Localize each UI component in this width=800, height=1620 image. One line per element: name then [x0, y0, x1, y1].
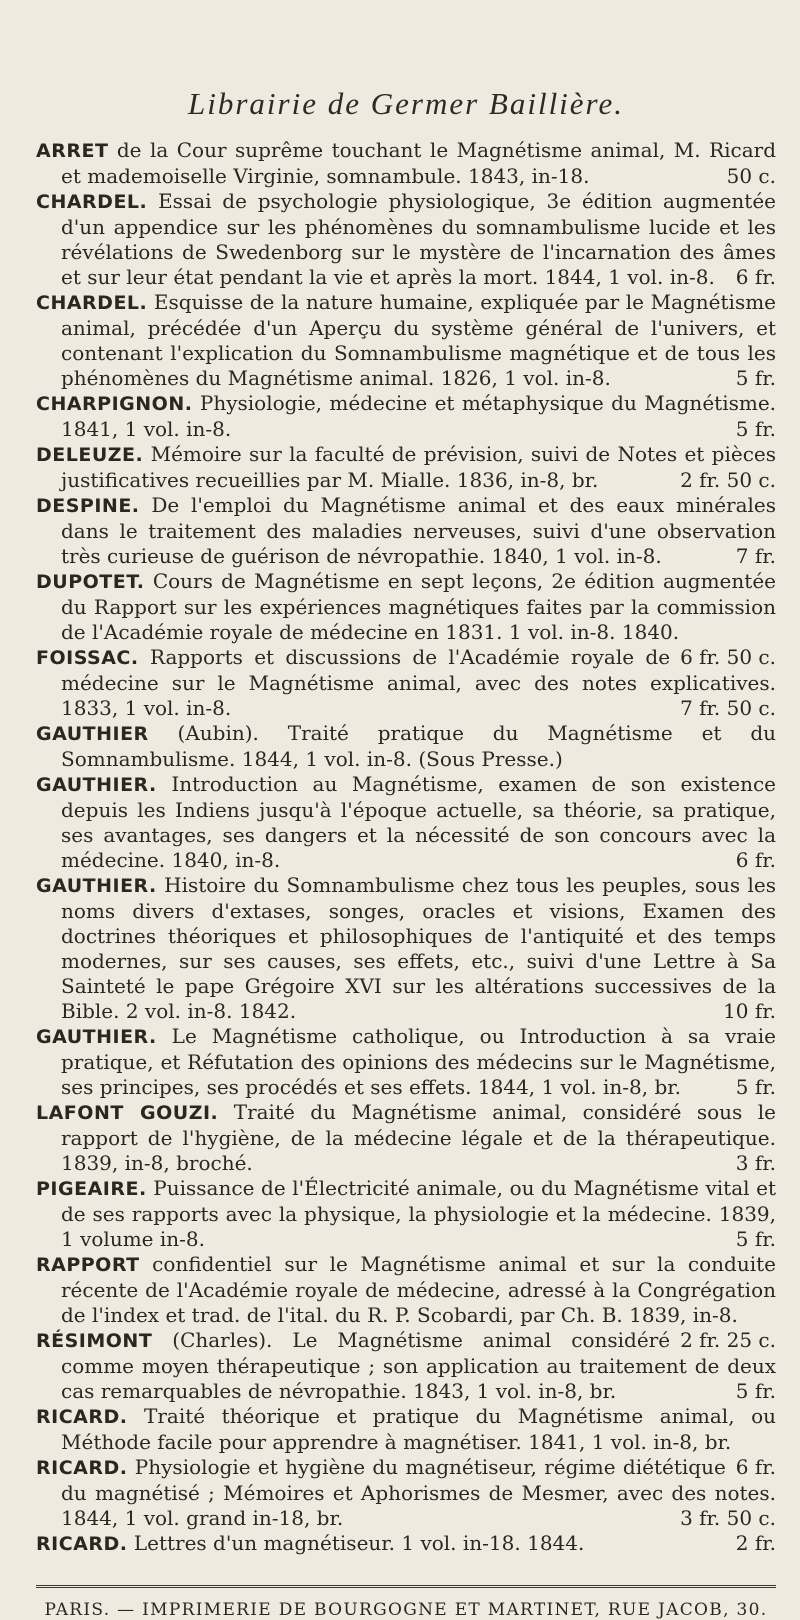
entry-author: RICARD. — [36, 1457, 128, 1479]
catalogue-entry — [36, 442, 776, 493]
catalogue-entry — [36, 493, 776, 569]
catalogue-entry — [36, 1328, 776, 1404]
entry-price: 2 fr. 50 c. — [680, 468, 776, 492]
catalogue-entry — [36, 1024, 776, 1100]
entry-description: Cours de Magnétisme en sept leçons, 2e édition augmentée du Rapport sur les expériences magnétiques faites par la commission de l'Académie royale de médecine en 1831. 1 vol. in-8. 1840. — [61, 569, 776, 644]
catalogue-entries — [36, 138, 776, 1557]
entry-description: (Charles). Le Magnétisme animal considéré comme moyen thérapeutique ; son application au traitement de deux cas remarquables de névropathie. 1843, 1 vol. in-8, br. — [61, 1328, 776, 1403]
catalogue-entry — [36, 873, 776, 1024]
entry-author: RÉSIMONT — [36, 1330, 153, 1352]
entry-price: 6 fr. — [735, 848, 776, 872]
entry-price: 6 fr. — [735, 265, 776, 289]
entry-description: confidentiel sur le Magnétisme animal et sur la conduite récente de l'Académie royale de médecine, adressé à la Congrégation de l'index et trad. de l'ital. du R. P. Scobardi, par Ch. B. 1839, in-8. — [61, 1252, 777, 1327]
entry-price: 2 fr. 25 c. — [680, 1328, 776, 1352]
entry-description: Essai de psychologie physiologique, 3e édition augmentée d'un appendice sur les phénomènes du somnambulisme lucide et les révélations de Swedenborg sur le mystère de l'incarnation des âmes et sur leur état pendant la vie et après la mort. 1844, 1 vol. in-8. — [61, 189, 776, 289]
entry-price: 7 fr. 50 c. — [680, 696, 776, 720]
catalogue-entry — [36, 1404, 776, 1479]
catalogue-entry — [36, 721, 776, 772]
catalogue-entry — [36, 138, 776, 189]
entry-author: LAFONT GOUZI. — [36, 1102, 219, 1124]
catalogue-entry — [36, 645, 776, 721]
entry-author: GAUTHIER. — [36, 1026, 157, 1048]
entry-author: RICARD. — [36, 1533, 128, 1555]
entry-description: Lettres d'un magnétiseur. 1 vol. in-18. 1844. — [133, 1531, 585, 1555]
catalogue-entry — [36, 772, 776, 873]
entry-description: Introduction au Magnétisme, examen de son existence depuis les Indiens jusqu'à l'époque actuelle, sa théorie, sa pratique, ses avantages, ses dangers et la nécessité de son concours avec la médecine. 1840, in-8. — [61, 772, 777, 872]
entry-author: ARRET — [36, 140, 109, 162]
entry-price: 5 fr. — [735, 417, 776, 441]
entry-description: Mémoire sur la faculté de prévision, suivi de Notes et pièces justificatives recueillies par M. Mialle. 1836, in-8, br. — [61, 442, 777, 492]
entry-author: DELEUZE. — [36, 444, 144, 466]
catalogue-entry — [36, 189, 776, 290]
entry-price: 50 c. — [726, 164, 776, 188]
entry-price: 7 fr. — [735, 544, 776, 568]
entry-price: 5 fr. — [735, 1227, 776, 1251]
catalogue-entry — [36, 290, 776, 391]
entry-description: Esquisse de la nature humaine, expliquée par le Magnétisme animal, précédée d'un Aperçu du système général de l'univers, et contenant l'explication du Somnambulisme magnétique et de tous les phénomènes du Magnétisme animal. 1826, 1 vol. in-8. — [61, 290, 777, 390]
entry-description: Physiologie et hygiène du magnétiseur, régime diététique du magnétisé ; Mémoires et Aphorismes de Mesmer, avec des notes. 1844, 1 vol. grand in-18, br. — [61, 1455, 776, 1530]
entry-description: Traité théorique et pratique du Magnétisme animal, ou Méthode facile pour apprendre à magnétiser. 1841, 1 vol. in-8, br. — [61, 1404, 776, 1454]
catalogue-page — [36, 86, 776, 1620]
entry-description: de la Cour suprême touchant le Magnétisme animal, M. Ricard et mademoiselle Virginie, somnambule. 1843, in-18. — [61, 138, 777, 188]
entry-author: FOISSAC. — [36, 647, 139, 669]
entry-description: Puissance de l'Électricité animale, ou du Magnétisme vital et de ses rapports avec la physique, la physiologie et la médecine. 1839, 1 volume in-8. — [61, 1176, 777, 1251]
entry-author: GAUTHIER — [36, 723, 149, 745]
entry-price: 10 fr. — [723, 999, 776, 1023]
entry-description: De l'emploi du Magnétisme animal et des eaux minérales dans le traitement des maladies nerveuses, suivi d'une observation très curieuse de guérison de névropathie. 1840, 1 vol. in-8. — [61, 493, 777, 568]
entry-price: 6 fr. 50 c. — [680, 645, 776, 669]
entry-price: 3 fr. 50 c. — [680, 1506, 776, 1530]
catalogue-entry — [36, 1531, 776, 1557]
entry-author: CHARDEL. — [36, 292, 148, 314]
printer-footer: PARIS. — IMPRIMERIE DE BOURGOGNE ET MARTINET, RUE JACOB, 30. — [44, 1600, 768, 1620]
entry-author: GAUTHIER. — [36, 875, 157, 897]
catalogue-entry — [36, 1455, 776, 1531]
entry-description: Histoire du Somnambulisme chez tous les peuples, sous les noms divers d'extases, songes, oracles et visions, Examen des doctrines théoriques et philosophiques de l'antiquité et des temps modernes, sur ses causes, ses effets, etc., suivi d'une Lettre à Sa Sainteté le pape Grégoire XVI sur les altérations successives de la Bible. 2 vol. in-8. 1842. — [61, 873, 777, 1023]
entry-author: RAPPORT — [36, 1254, 140, 1276]
entry-price: 5 fr. — [735, 1379, 776, 1403]
entry-author: GAUTHIER. — [36, 774, 157, 796]
entry-description: (Aubin). Traité pratique du Magnétisme et du Somnambulisme. 1844, 1 vol. in-8. (Sous Presse.) — [61, 721, 776, 771]
entry-author: PIGEAIRE. — [36, 1178, 147, 1200]
footer-rule — [36, 1585, 776, 1588]
catalogue-entry — [36, 391, 776, 442]
entry-author: DESPINE. — [36, 495, 140, 517]
entry-author: DUPOTET. — [36, 571, 145, 593]
entry-description: Physiologie, médecine et métaphysique du Magnétisme. 1841, 1 vol. in-8. — [61, 391, 777, 441]
entry-author: RICARD. — [36, 1406, 128, 1428]
entry-description: Traité du Magnétisme animal, considéré sous le rapport de l'hygiène, de la médecine légale et de la thérapeutique. 1839, in-8, broché. — [61, 1100, 777, 1175]
page-header: Librairie de Germer Baillière. — [188, 86, 624, 121]
entry-description: Le Magnétisme catholique, ou Introduction à sa vraie pratique, et Réfutation des opinions des médecins sur le Magnétisme, ses principes, ses procédés et ses effets. 1844, 1 vol. in-8, br. — [61, 1024, 776, 1099]
entry-price: 5 fr. — [735, 366, 776, 390]
entry-author: CHARPIGNON. — [36, 393, 193, 415]
entry-description: Rapports et discussions de l'Académie royale de médecine sur le Magnétisme animal, avec des notes explicatives. 1833, 1 vol. in-8. — [61, 645, 776, 720]
entry-author: CHARDEL. — [36, 191, 148, 213]
entry-price: 2 fr. — [735, 1531, 776, 1555]
catalogue-entry — [36, 1100, 776, 1176]
entry-price: 3 fr. — [735, 1151, 776, 1175]
entry-price: 5 fr. — [735, 1075, 776, 1099]
catalogue-entry — [36, 1176, 776, 1252]
entry-price: 6 fr. — [735, 1455, 776, 1479]
